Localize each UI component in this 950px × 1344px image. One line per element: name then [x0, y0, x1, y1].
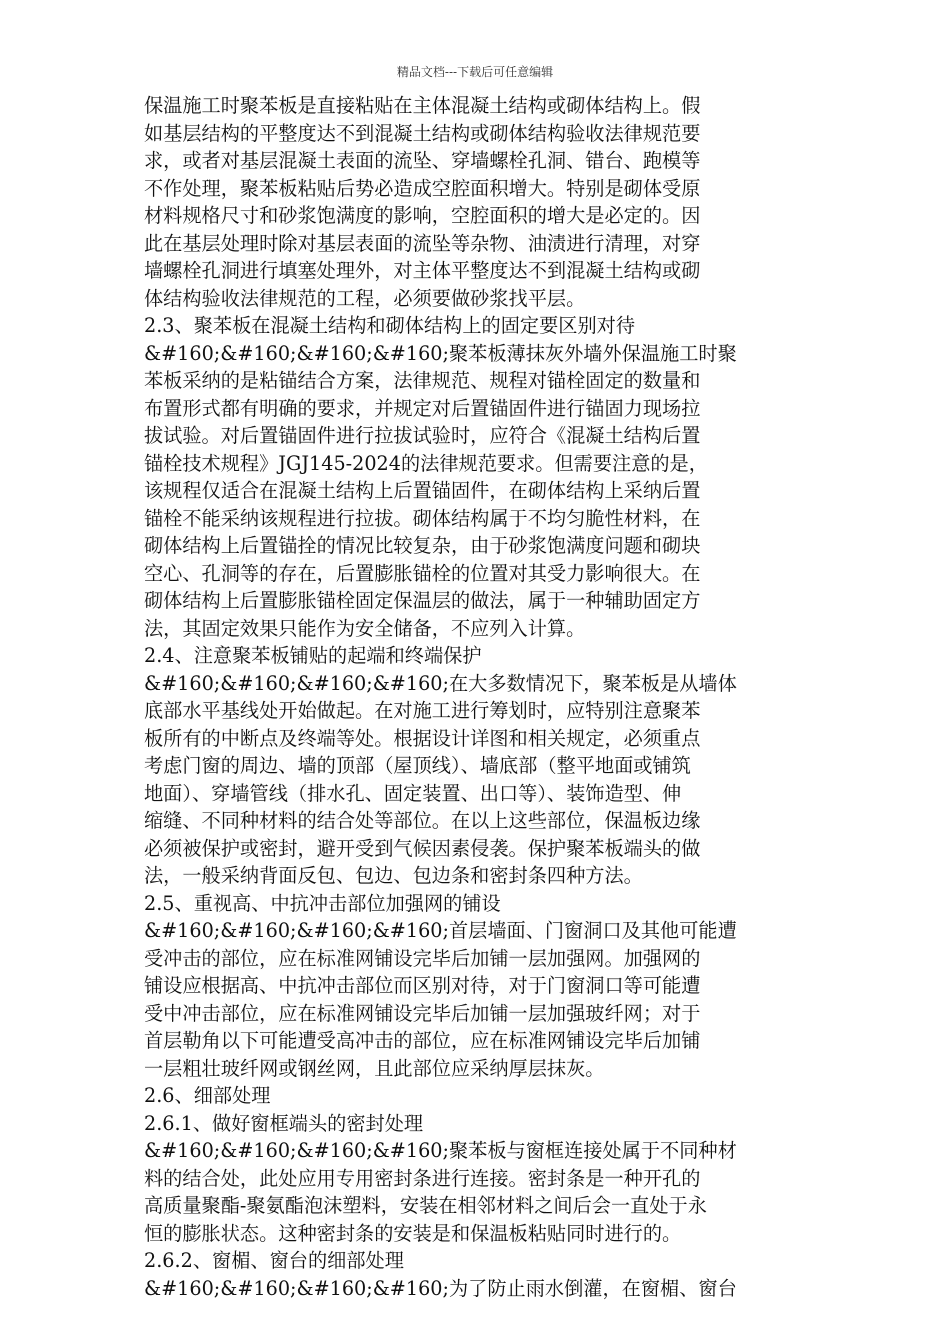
text-line: 2.4、注意聚苯板铺贴的起端和终端保护	[144, 644, 482, 667]
text-line: 受中冲击部位，应在标准网铺设完毕后加铺一层加强玻纤网；对于	[144, 1001, 701, 1025]
text-line: 2.6.2、窗楣、窗台的细部处理	[144, 1249, 404, 1272]
text-line: 墙螺栓孔洞进行填塞处理外，对主体平整度达不到混凝土结构或砌	[144, 259, 701, 282]
text-line: 受冲击的部位，应在标准网铺设完毕后加铺一层加强网。加强网的	[144, 946, 701, 970]
text-line: 高质量聚酯-聚氨酯泡沫塑料，安装在相邻材料之间后会一直处于永	[144, 1194, 707, 1217]
text-line: 2.6、细部处理	[144, 1084, 271, 1107]
text-line: 拔试验。对后置锚固件进行拉拔试验时，应符合《混凝土结构后置	[144, 424, 701, 447]
text-line: 首层勒角以下可能遭受高冲击的部位，应在标准网铺设完毕后加铺	[144, 1029, 701, 1052]
text-line: &#160;&#160;&#160;&#160;首层墙面、门窗洞口及其他可能遭	[144, 919, 737, 942]
text-line: 锚栓不能采纳该规程进行拉拔。砌体结构属于不均匀脆性材料，在	[144, 506, 701, 530]
text-line: 此在基层处理时除对基层表面的流坠等杂物、油渍进行清理，对穿	[144, 231, 701, 255]
text-line: 如基层结构的平整度达不到混凝土结构或砌体结构验收法律规范要	[144, 121, 701, 145]
text-line: 料的结合处，此处应用专用密封条进行连接。密封条是一种开孔的	[144, 1166, 701, 1190]
page-header: 精品文档---下载后可任意编辑	[396, 65, 554, 79]
text-line: 缩缝、不同种材料的结合处等部位。在以上这些部位，保温板边缘	[144, 809, 701, 832]
text-line: 空心、孔洞等的存在，后置膨胀锚栓的位置对其受力影响很大。在	[144, 561, 701, 585]
text-line: 体结构验收法律规范的工程，必须要做砂浆找平层。	[144, 286, 586, 310]
document-body	[144, 92, 796, 1302]
text-line: 该规程仅适合在混凝土结构上后置锚固件，在砌体结构上采纳后置	[144, 479, 701, 502]
text-line: 布置形式都有明确的要求，并规定对后置锚固件进行锚固力现场拉	[144, 396, 701, 420]
text-line: &#160;&#160;&#160;&#160;聚苯板与窗框连接处属于不同种材	[144, 1139, 737, 1162]
text-line: 砌体结构上后置锚拴的情况比较复杂，由于砂浆饱满度问题和砌块	[144, 534, 701, 557]
text-line: &#160;&#160;&#160;&#160;聚苯板薄抹灰外墙外保温施工时聚	[144, 341, 737, 365]
text-line: 2.6.1、做好窗框端头的密封处理	[144, 1111, 424, 1135]
text-line: 苯板采纳的是粘锚结合方案，法律规范、规程对锚栓固定的数量和	[144, 369, 701, 392]
text-line: 考虑门窗的周边、墙的顶部（屋顶线）、墙底部（整平地面或铺筑	[144, 754, 691, 777]
text-line: &#160;&#160;&#160;&#160;为了防止雨水倒灌，在窗楣、窗台	[144, 1276, 737, 1300]
text-line: 求，或者对基层混凝土表面的流坠、穿墙螺栓孔洞、错台、跑模等	[144, 149, 701, 172]
text-line: 恒的膨胀状态。这种密封条的安装是和保温板粘贴同时进行的。	[144, 1221, 682, 1245]
text-line: 保温施工时聚苯板是直接粘贴在主体混凝土结构或砌体结构上。假	[144, 94, 701, 117]
text-line: 一层粗壮玻纤网或钢丝网，且此部位应采纳厚层抹灰。	[144, 1056, 605, 1080]
text-line: 材料规格尺寸和砂浆饱满度的影响，空腔面积的增大是必定的。因	[144, 204, 701, 227]
text-line: &#160;&#160;&#160;&#160;在大多数情况下，聚苯板是从墙体	[144, 671, 737, 695]
text-line: 锚栓技术规程》JGJ145-2024的法律规范要求。但需要注意的是，	[144, 451, 708, 475]
text-line: 必须被保护或密封，避开受到气候因素侵袭。保护聚苯板端头的做	[144, 836, 701, 860]
text-line: 法，其固定效果只能作为安全储备，不应列入计算。	[144, 616, 586, 640]
text-line: 底部水平基线处开始做起。在对施工进行筹划时，应特别注意聚苯	[144, 699, 701, 722]
text-line: 2.3、聚苯板在混凝土结构和砌体结构上的固定要区别对待	[144, 314, 636, 337]
text-line: 不作处理，聚苯板粘贴后势必造成空腔面积增大。特别是砌体受原	[144, 176, 701, 200]
text-line: 2.5、重视高、中抗冲击部位加强网的铺设	[144, 891, 501, 915]
text-line: 地面）、穿墙管线（排水孔、固定装置、出口等）、装饰造型、伸	[144, 781, 682, 805]
text-line: 铺设应根据高、中抗冲击部位而区别对待，对于门窗洞口等可能遭	[144, 974, 701, 997]
text-line: 砌体结构上后置膨胀锚栓固定保温层的做法，属于一种辅助固定方	[144, 589, 701, 612]
text-line: 法，一般采纳背面反包、包边、包边条和密封条四种方法。	[144, 864, 643, 887]
text-line: 板所有的中断点及终端等处。根据设计详图和相关规定，必须重点	[144, 726, 701, 750]
